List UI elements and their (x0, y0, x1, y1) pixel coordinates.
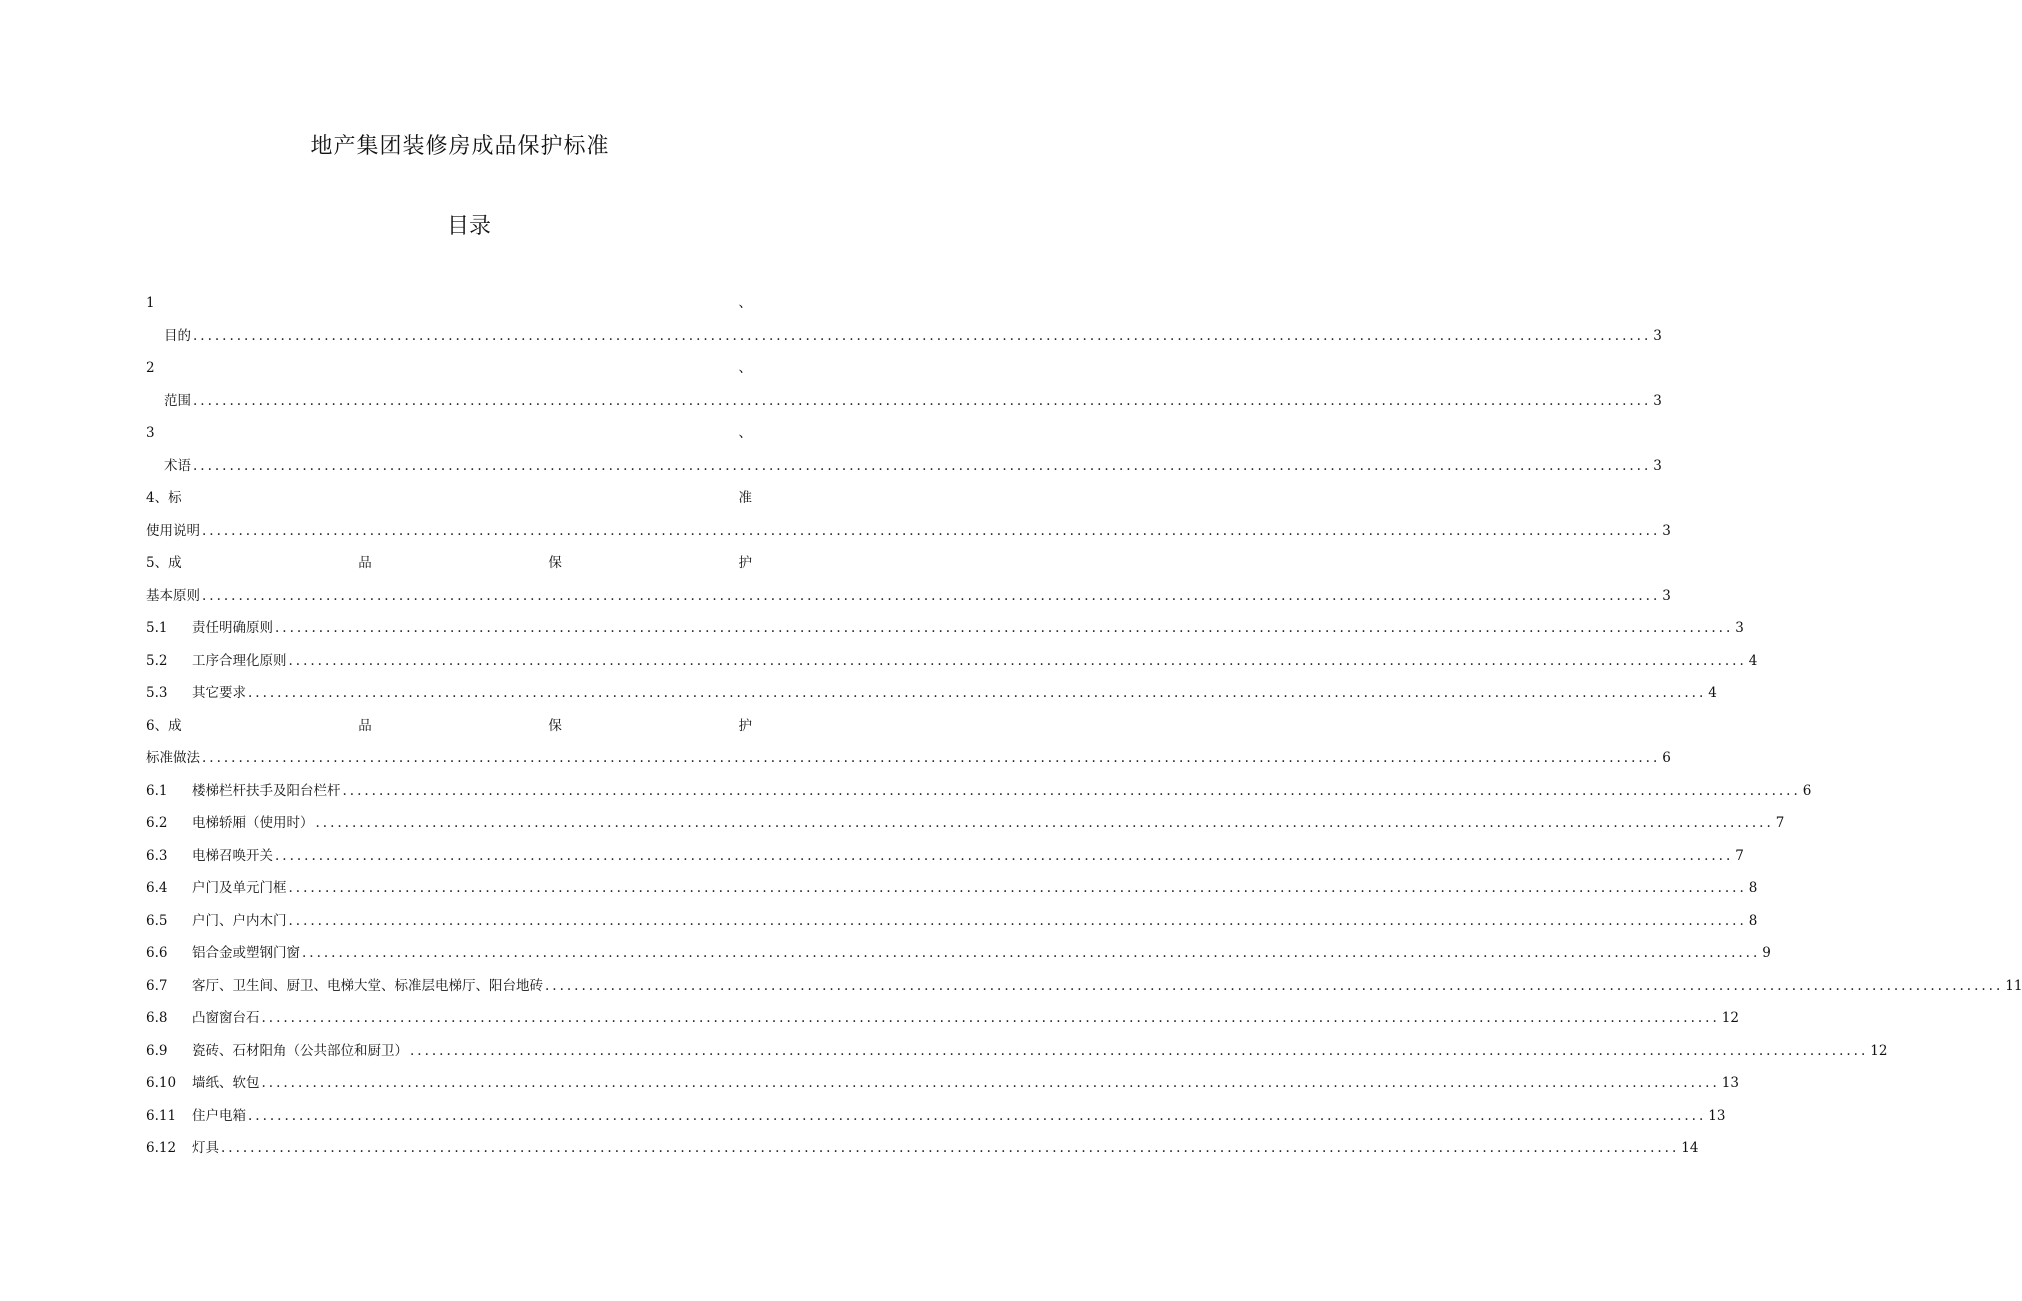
toc-entry-title: 其它要求 (192, 685, 246, 701)
toc-dot-leader: ........................................................................................................................................................................................................ (202, 522, 1661, 539)
toc-entry-page: 3 (1662, 522, 1671, 539)
toc-entry-title: 瓷砖、石材阳角（公共部位和厨卫） (192, 1042, 408, 1059)
toc-dot-leader: ........................................................................................................................................................................................................ (221, 1140, 1680, 1156)
toc-dot-leader: ........................................................................................................................................................................................................ (342, 782, 1801, 799)
toc-entry-title: 灯具 (192, 1140, 219, 1156)
toc-entry-5-1[interactable] (146, 612, 1744, 645)
toc-entry-page: 11 (2005, 977, 2022, 994)
toc-entry-number: 6.11 (146, 1107, 177, 1124)
toc-entry-title: 范围 (164, 392, 191, 409)
toc-entry-title: 使用说明 (146, 522, 200, 539)
toc-entry-head-tail: 护 (738, 717, 752, 734)
toc-entry-title: 铝合金或塑钢门窗 (192, 945, 300, 961)
toc-entry-number: 2 (146, 360, 155, 376)
toc-entry-2-head (146, 352, 752, 385)
toc-dot-leader: ........................................................................................................................................................................................................ (288, 880, 1747, 896)
toc-entry-page: 3 (1735, 620, 1744, 636)
toc-dot-leader: ........................................................................................................................................................................................................ (248, 1107, 1707, 1124)
toc-entry-6[interactable] (146, 742, 1671, 775)
toc-entry-page: 13 (1721, 1075, 1739, 1091)
toc-entry-page: 3 (1653, 327, 1662, 344)
toc-entry-page: 7 (1735, 847, 1744, 864)
toc-entry-number: 1 (146, 295, 155, 311)
toc-entry-number: 6.1 (146, 782, 168, 799)
toc-dot-leader: ........................................................................................................................................................................................................ (202, 587, 1661, 604)
toc-entry-6-4[interactable] (146, 872, 1758, 905)
toc-entry-6-5[interactable] (146, 905, 1758, 938)
toc-entry-6-7[interactable] (146, 970, 2022, 1003)
toc-entry-6-1[interactable] (146, 775, 1812, 808)
toc-entry-2[interactable] (146, 385, 1662, 418)
toc-entry-page: 13 (1708, 1107, 1726, 1124)
toc-entry-title: 墙纸、软包 (192, 1075, 260, 1091)
toc-entry-number: 6.2 (146, 815, 168, 831)
toc-entry-page: 7 (1775, 815, 1785, 831)
toc-heading: 目录 (446, 214, 491, 239)
toc-entry-separator: 、 (738, 360, 752, 376)
toc-entry-1[interactable] (146, 320, 1662, 353)
toc-entry-head-tail: 护 (738, 555, 752, 571)
toc-entry-head-text: 5、成 (146, 555, 182, 571)
toc-entry-title: 目的 (164, 327, 191, 344)
toc-entry-1-head (146, 287, 752, 320)
toc-entry-6-3[interactable] (146, 840, 1744, 873)
toc-dot-leader: ........................................................................................................................................................................................................ (248, 685, 1707, 701)
toc-entry-4[interactable] (146, 515, 1671, 548)
toc-entry-page: 6 (1802, 782, 1812, 799)
toc-entry-number: 6.3 (146, 847, 168, 864)
toc-entry-page: 14 (1681, 1140, 1699, 1156)
toc-entry-number: 3 (146, 425, 155, 441)
toc-entry-number: 5.2 (146, 652, 168, 669)
toc-entry-4-head (146, 482, 752, 515)
toc-entry-head-text: 4、标 (146, 490, 182, 506)
document-title: 地产集团装修房成品保护标准 (310, 134, 610, 159)
toc-entry-6-6[interactable] (146, 937, 1771, 970)
toc-entry-5-2[interactable] (146, 645, 1758, 678)
toc-dot-leader: ........................................................................................................................................................................................................ (193, 392, 1652, 409)
toc-entry-6-8[interactable] (146, 1002, 1739, 1035)
toc-entry-title: 责任明确原则 (192, 620, 273, 636)
toc-entry-head-mid: 保 (548, 717, 562, 734)
toc-entry-title: 术语 (164, 457, 191, 474)
toc-entry-number: 6.4 (146, 880, 168, 896)
toc-entry-number: 6.5 (146, 912, 168, 929)
toc-entry-title: 楼梯栏杆扶手及阳台栏杆 (192, 782, 341, 799)
toc-entry-5-3[interactable] (146, 677, 1717, 710)
toc-entry-6-12[interactable] (146, 1132, 1699, 1165)
toc-entry-head-tail: 准 (738, 490, 752, 506)
toc-entry-page: 6 (1662, 750, 1671, 766)
toc-entry-3-head (146, 417, 752, 450)
toc-dot-leader: ........................................................................................................................................................................................................ (288, 912, 1747, 929)
toc-entry-number: 5.3 (146, 685, 168, 701)
toc-dot-leader: ........................................................................................................................................................................................................ (288, 652, 1747, 669)
toc-entry-page: 4 (1708, 685, 1717, 701)
toc-dot-leader: ........................................................................................................................................................................................................ (261, 1075, 1720, 1091)
toc-entry-6-2[interactable] (146, 807, 1785, 840)
table-of-contents (146, 287, 2022, 1165)
toc-entry-number: 6.10 (146, 1075, 177, 1091)
toc-entry-head-mid: 保 (548, 555, 562, 571)
toc-dot-leader: ........................................................................................................................................................................................................ (261, 1010, 1720, 1026)
toc-dot-leader: ........................................................................................................................................................................................................ (193, 327, 1652, 344)
toc-entry-6-10[interactable] (146, 1067, 1739, 1100)
toc-entry-page: 12 (1721, 1010, 1739, 1026)
toc-entry-number: 6.9 (146, 1042, 168, 1059)
toc-dot-leader: ........................................................................................................................................................................................................ (193, 457, 1652, 474)
toc-entry-title: 户门及单元门框 (192, 880, 287, 896)
toc-entry-6-9[interactable] (146, 1035, 1888, 1068)
toc-dot-leader: ........................................................................................................................................................................................................ (410, 1042, 1869, 1059)
toc-entry-title: 住户电箱 (192, 1107, 246, 1124)
toc-entry-page: 8 (1748, 880, 1758, 896)
toc-entry-separator: 、 (738, 425, 752, 441)
toc-dot-leader: ........................................................................................................................................................................................................ (302, 945, 1761, 961)
toc-entry-page: 3 (1662, 587, 1671, 604)
toc-entry-6-11[interactable] (146, 1100, 1726, 1133)
toc-entry-title: 基本原则 (146, 587, 200, 604)
toc-entry-5-head (146, 547, 752, 580)
toc-entry-title: 客厅、卫生间、厨卫、电梯大堂、标准层电梯厅、阳台地砖 (192, 977, 543, 994)
toc-dot-leader: ........................................................................................................................................................................................................ (545, 977, 2004, 994)
toc-entry-head-mid: 品 (358, 717, 372, 734)
toc-entry-3[interactable] (146, 450, 1662, 483)
toc-dot-leader: ........................................................................................................................................................................................................ (315, 815, 1774, 831)
toc-entry-page: 9 (1762, 945, 1771, 961)
toc-entry-head-text: 6、成 (146, 717, 182, 734)
toc-entry-6-head (146, 710, 752, 743)
toc-dot-leader: ........................................................................................................................................................................................................ (275, 847, 1734, 864)
toc-entry-page: 3 (1653, 457, 1662, 474)
toc-entry-page: 3 (1653, 392, 1662, 409)
toc-dot-leader: ........................................................................................................................................................................................................ (202, 750, 1661, 766)
toc-entry-number: 6.6 (146, 945, 168, 961)
toc-entry-number: 5.1 (146, 620, 168, 636)
toc-entry-head-mid: 品 (358, 555, 372, 571)
toc-entry-number: 6.7 (146, 977, 168, 994)
toc-entry-page: 12 (1870, 1042, 1888, 1059)
toc-entry-5[interactable] (146, 580, 1671, 613)
toc-entry-number: 6.12 (146, 1140, 177, 1156)
toc-entry-title: 电梯召唤开关 (192, 847, 273, 864)
toc-entry-title: 工序合理化原则 (192, 652, 287, 669)
toc-entry-separator: 、 (738, 295, 752, 311)
toc-entry-page: 8 (1748, 912, 1758, 929)
toc-entry-title: 凸窗窗台石 (192, 1010, 260, 1026)
toc-entry-page: 4 (1748, 652, 1758, 669)
toc-dot-leader: ........................................................................................................................................................................................................ (275, 620, 1734, 636)
toc-entry-title: 户门、户内木门 (192, 912, 287, 929)
toc-entry-title: 标准做法 (146, 750, 200, 766)
toc-entry-number: 6.8 (146, 1010, 168, 1026)
toc-entry-title: 电梯轿厢（使用时） (192, 815, 314, 831)
